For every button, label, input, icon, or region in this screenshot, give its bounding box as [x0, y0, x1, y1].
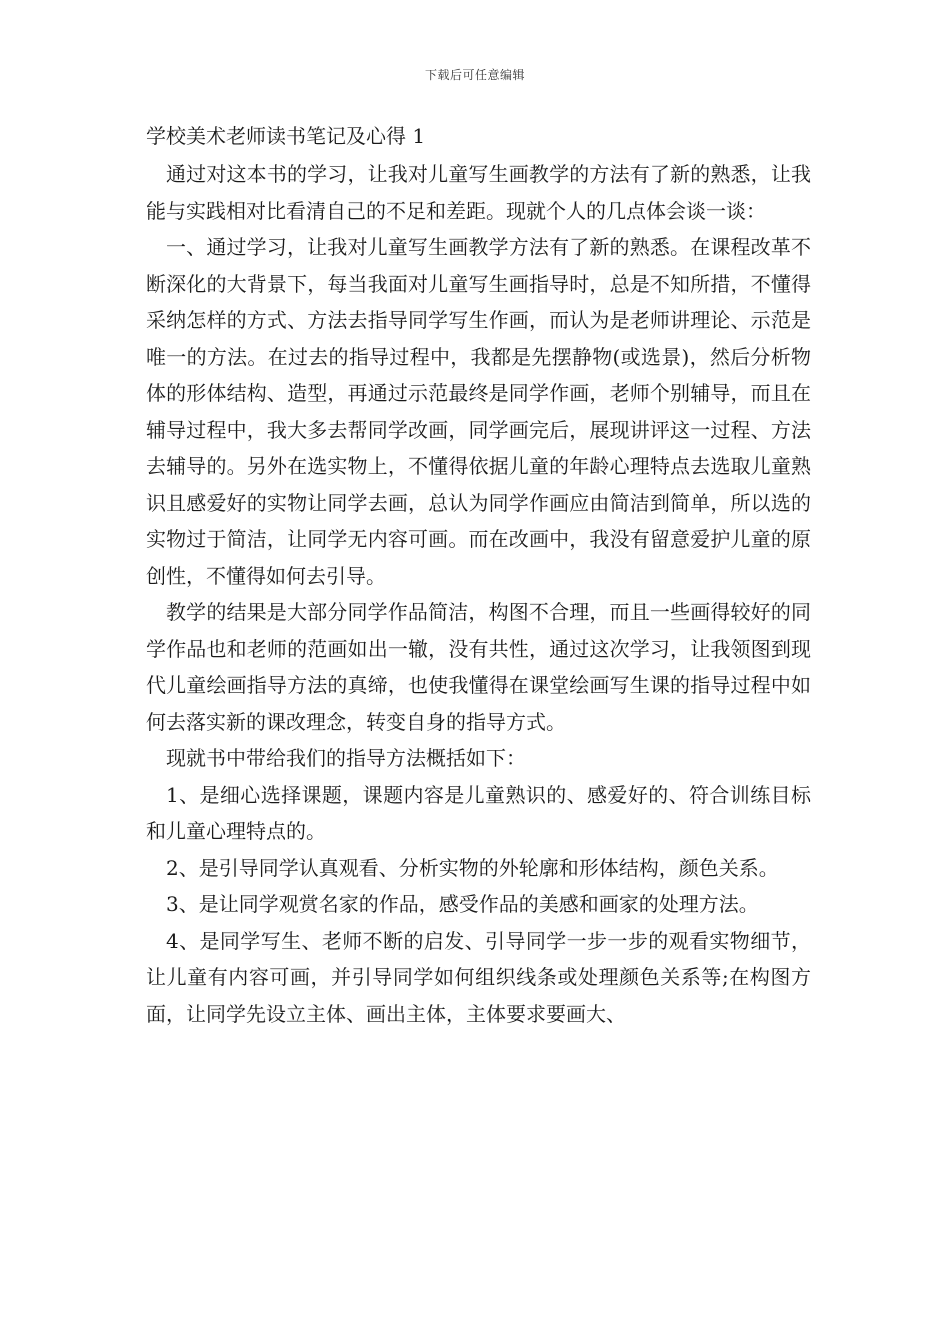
document-body: [146, 156, 811, 1032]
list-item-method-3: 3、是让同学观赏名家的作品，感受作品的美感和画家的处理方法。: [166, 892, 759, 916]
page-header-note: 下载后可任意编辑: [424, 68, 525, 82]
paragraph-method-summary: 现就书中带给我们的指导方法概括如下：: [166, 746, 526, 770]
paragraph-intro: 通过对这本书的学习，让我对儿童写生画教学的方法有了新的熟悉，让我能与实践相对比看清自己的不足和差距。现就个人的几点体会谈一谈：: [146, 162, 811, 223]
document-title: 学校美术老师读书笔记及心得 1: [146, 124, 426, 148]
list-item-method-2: 2、是引导同学认真观看、分析实物的外轮廓和形体结构，颜色关系。: [166, 855, 779, 880]
paragraph-teaching-result: 教学的结果是大部分同学作品简洁，构图不合理，而且一些画得较好的同学作品也和老师的范画如出一辙，没有共性，通过这次学习，让我领图到现代儿童绘画指导方法的真缔，也使我懂得在课堂绘画写生课的指导过程中如何去落实新的课改理念，转变自身的指导方式。: [146, 600, 811, 734]
paragraph-point-one: 一、通过学习，让我对儿童写生画教学方法有了新的熟悉。在课程改革不断深化的大背景下，每当我面对儿童写生画指导时，总是不知所措，不懂得采纳怎样的方式、方法去指导同学写生作画，而认为是老师讲理论、示范是唯一的方法。在过去的指导过程中，我都是先摆静物(或选景)，然后分析物体的形体结构、造型，再通过示范最终是同学作画，老师个别辅导，而且在辅导过程中，我大多去帮同学改画，同学画完后，展现讲评这一过程、方法去辅导的。另外在选实物上，不懂得依据儿童的年龄心理特点去选取儿童熟识且感爱好的实物让同学去画，总认为同学作画应由简洁到简单，所以选的实物过于简洁，让同学无内容可画。而在改画中，我没有留意爱护儿童的原创性，不懂得如何去引导。: [146, 235, 811, 588]
list-item-method-1: 1、是细心选择课题，课题内容是儿童熟识的、感爱好的、符合训练目标和儿童心理特点的。: [146, 782, 811, 843]
list-item-method-4: 4、是同学写生、老师不断的启发、引导同学一步一步的观看实物细节，让儿童有内容可画，并引导同学如何组织线条或处理颜色关系等;在构图方面，让同学先设立主体、画出主体，主体要求要画大、: [146, 928, 811, 1026]
